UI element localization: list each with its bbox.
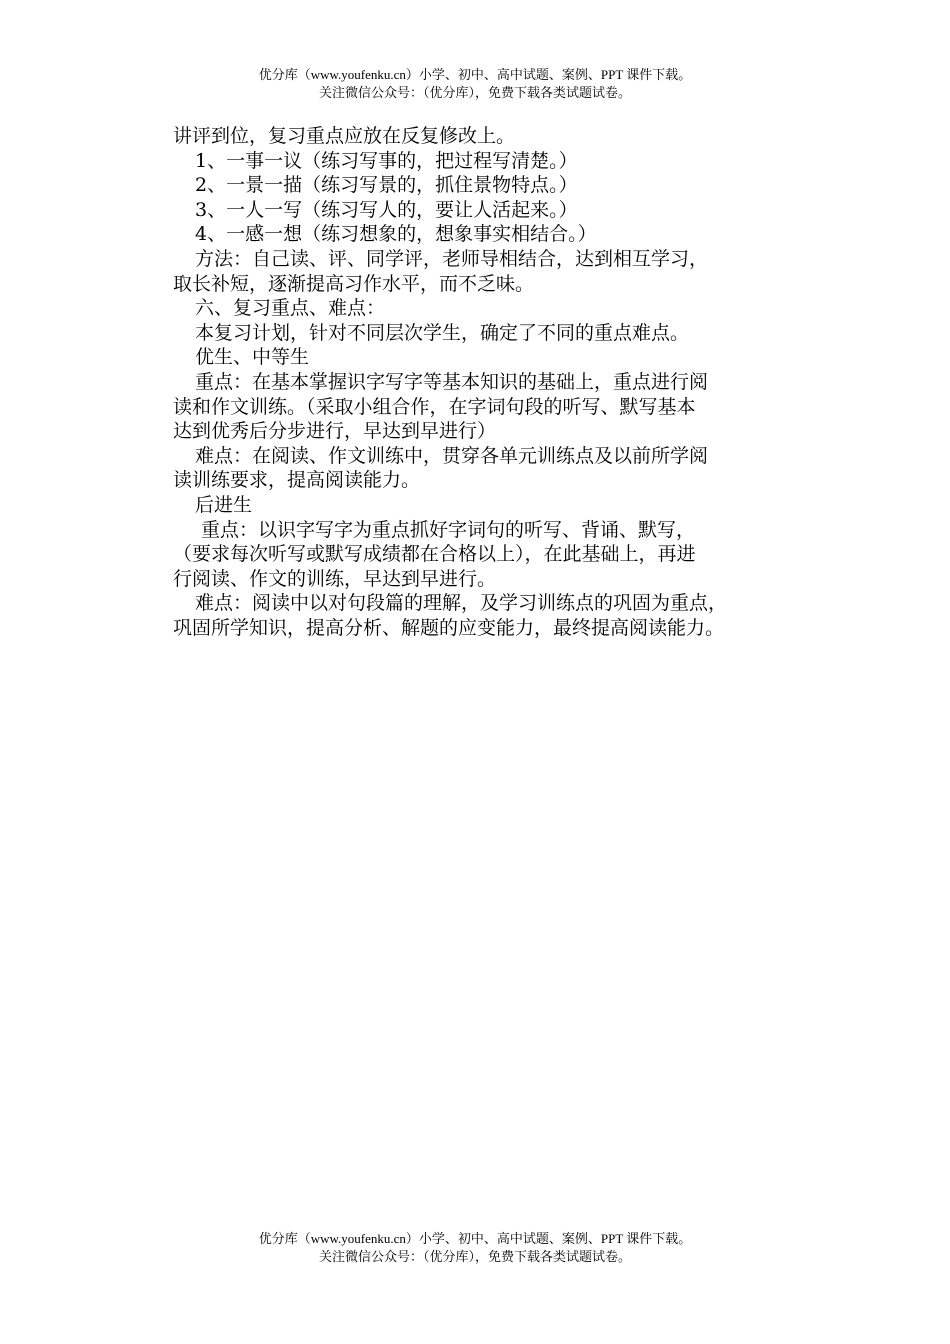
list-item-1: 1、一事一议（练习写事的，把过程写清楚。）: [195, 149, 578, 172]
difficulty-line: 巩固所学知识，提高分析、解题的应变能力，最终提高阅读能力。: [173, 616, 725, 639]
document-body: [173, 124, 853, 640]
subheading-good-students: 优生、中等生: [195, 346, 310, 369]
key-point-line: 达到优秀后分步进行，早达到早进行）: [173, 420, 497, 443]
key-point-line: （要求每次听写或默写成绩都在合格以上），在此基础上，再进: [173, 543, 696, 566]
page-footer: [0, 1230, 950, 1266]
method-paragraph-end: 取长补短，逐渐提高习作水平，而不乏味。: [173, 272, 535, 295]
difficulty-line: 难点：在阅读、作文训练中，贯穿各单元训练点及以前所学阅: [195, 444, 709, 467]
list-item-2: 2、一景一描（练习写景的，抓住景物特点。）: [195, 174, 578, 197]
header-line-2: 关注微信公众号：（优分库），免费下载各类试题试卷。: [318, 85, 631, 100]
header-line-1: 优分库（www.youfenku.cn）小学、初中、高中试题、案例、PPT 课件下载。: [258, 67, 692, 82]
key-point-line: 重点：以识字写字为重点抓好字词句的听写、背诵、默写，: [201, 518, 696, 541]
key-point-line: 读和作文训练。（采取小组合作，在字词句段的听写、默写基本: [173, 395, 696, 418]
footer-line-1: 优分库（www.youfenku.cn）小学、初中、高中试题、案例、PPT 课件下载。: [258, 1231, 692, 1246]
list-item-3: 3、一人一写（练习写人的，要让人活起来。）: [195, 198, 578, 221]
page-header: [0, 66, 950, 102]
section-heading: 六、复习重点、难点：: [195, 297, 386, 320]
list-item-4: 4、一感一想（练习想象的，想象事实相结合。）: [195, 223, 597, 246]
body-line: 讲评到位，复习重点应放在反复修改上。: [173, 125, 516, 147]
section-intro: 本复习计划，针对不同层次学生，确定了不同的重点难点。: [195, 321, 690, 344]
difficulty-line: 难点：阅读中以对句段篇的理解，及学习训练点的巩固为重点，: [195, 592, 728, 615]
difficulty-line: 读训练要求，提高阅读能力。: [173, 469, 421, 492]
footer-line-2: 关注微信公众号：（优分库），免费下载各类试题试卷。: [318, 1249, 631, 1264]
subheading-struggling-students: 后进生: [195, 493, 253, 516]
key-point-line: 重点：在基本掌握识字写字等基本知识的基础上，重点进行阅: [195, 370, 709, 393]
key-point-line: 行阅读、作文的训练，早达到早进行。: [173, 567, 497, 590]
method-paragraph-start: 方法：自己读、评、同学评，老师导相结合，达到相互学习，: [195, 247, 709, 270]
